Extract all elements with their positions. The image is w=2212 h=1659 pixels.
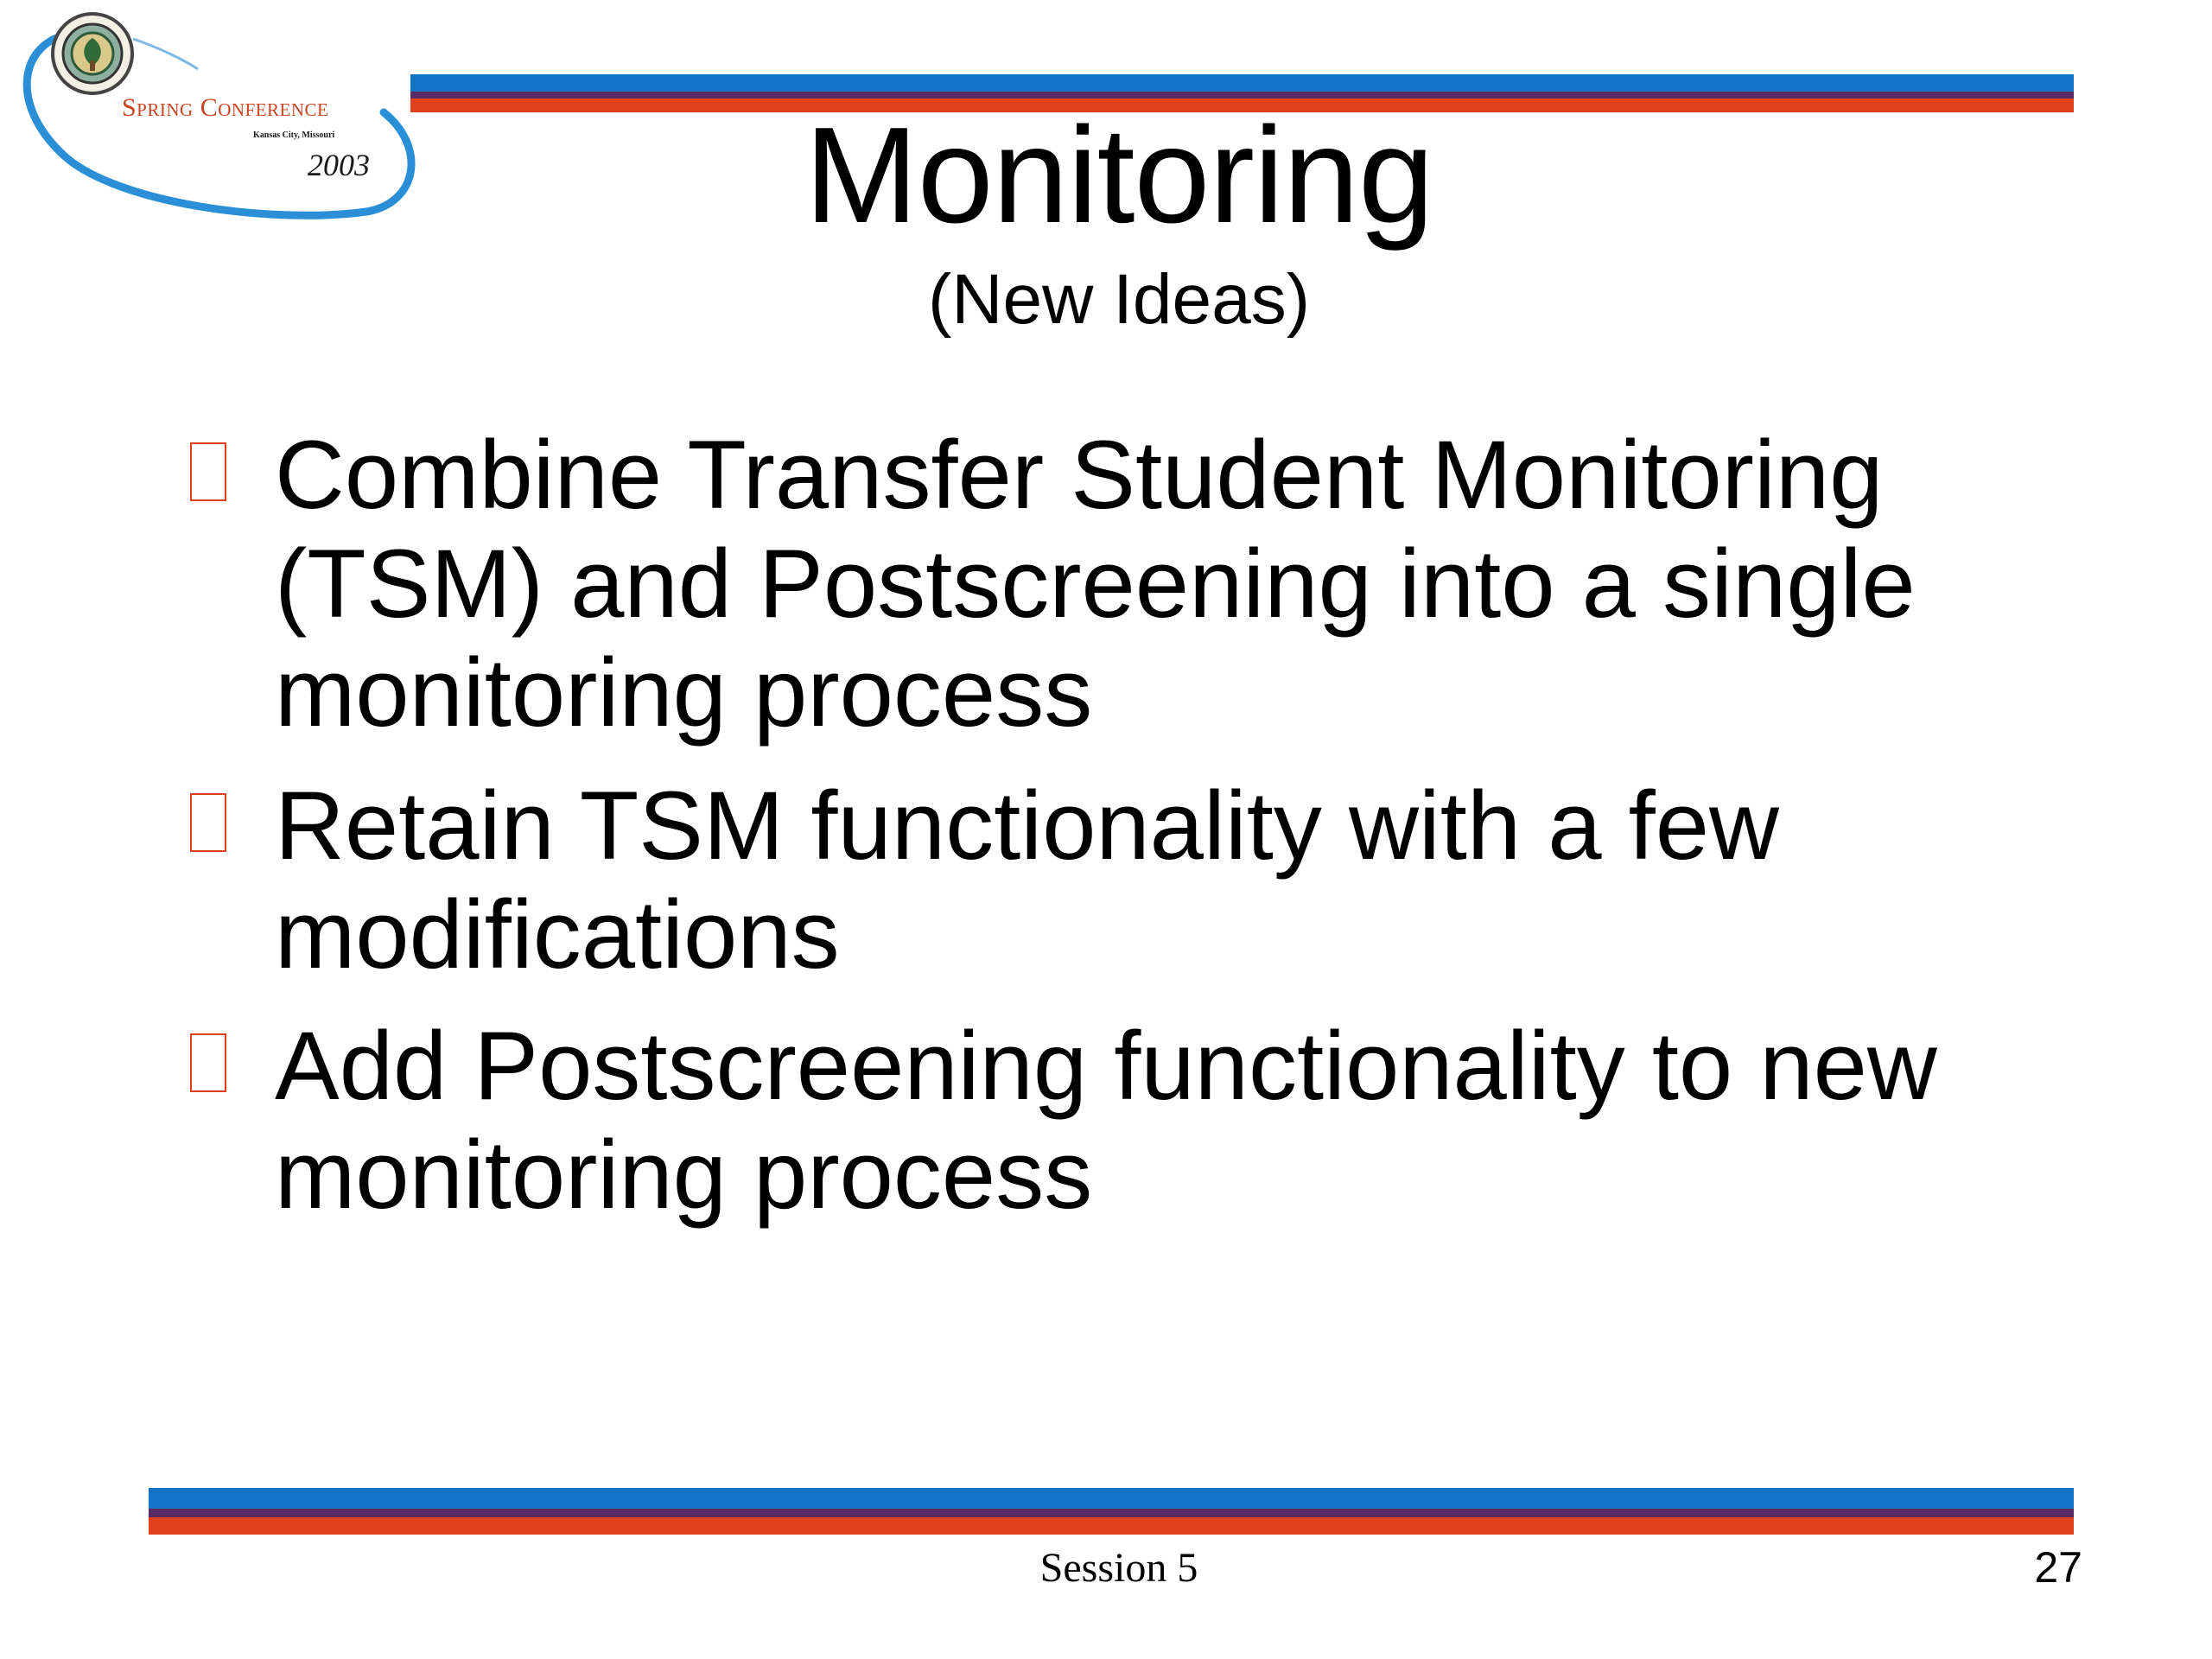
footer-session-label: Session 5 — [1039, 1545, 1198, 1591]
bottom-divider-stripe — [149, 1488, 2074, 1535]
logo-location: Kansas City, Missouri — [253, 130, 335, 140]
slide-title: Monitoring — [804, 99, 1433, 251]
bullet-item: Retain TSM functionality with a few modifications — [275, 772, 1779, 988]
bullet-item: Add Postscreening functionality to new monitoring process — [275, 1012, 1937, 1229]
logo-year: 2003 — [308, 148, 370, 182]
bullet-box-icon — [190, 1033, 226, 1092]
bullet-item: Combine Transfer Student Monitoring (TSM) and Postscreening into a single monitoring process — [275, 421, 1916, 747]
logo-title: Spring Conference — [122, 93, 329, 122]
page-number: 27 — [2034, 1543, 2082, 1592]
slide-subtitle: (New Ideas) — [927, 260, 1311, 339]
bullet-box-icon — [190, 793, 226, 852]
bullet-box-icon — [190, 442, 226, 501]
